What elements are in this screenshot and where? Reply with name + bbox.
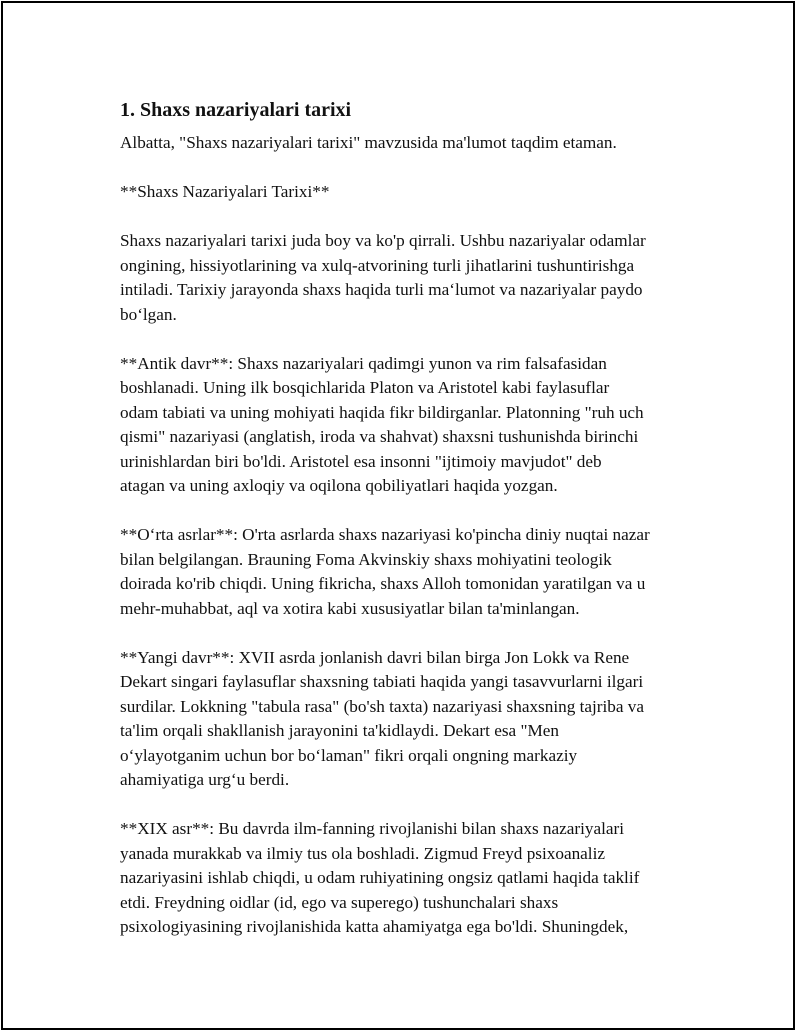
text-line: Albatta, "Shaxs nazariyalari tarixi" mavzusida ma'lumot taqdim etaman. [120, 133, 617, 152]
text-line: atagan va uning axloqiy va oqilona qobiliyatlari haqida yozgan. [120, 476, 558, 495]
text-line: o‘ylayotganim uchun bor bo‘laman" fikri orqali ongning markaziy [120, 745, 578, 765]
section-heading: 1. Shaxs nazariyalari tarixi [120, 99, 352, 121]
text-line: mehr-muhabbat, aql va xotira kabi xususiyatlar bilan ta'minlangan. [120, 598, 580, 618]
paragraph-xix-asr [120, 817, 700, 940]
text-line: **Shaxs Nazariyalari Tarixi** [120, 182, 330, 201]
text-line: bilan belgilangan. Brauning Foma Akvinskiy shaxs mohiyatini teologik [120, 549, 612, 569]
text-line: **XIX asr**: Bu davrda ilm-fanning rivojlanishi bilan shaxs nazariyalari [120, 819, 625, 838]
paragraph-intro [120, 131, 700, 156]
text-line: nazariyasini ishlab chiqdi, u odam ruhiyatining ongsiz qatlami haqida taklif [120, 868, 640, 887]
text-line: ta'lim orqali shakllanish jarayonini ta'kidlaydi. Dekart esa "Men [120, 721, 559, 740]
text-line: bo‘lgan. [120, 304, 177, 324]
paragraph-overview [120, 229, 700, 327]
text-line: **Antik davr**: Shaxs nazariyalari qadimgi yunon va rim falsafasidan [120, 353, 607, 373]
text-line: ahamiyatiga urg‘u berdi. [120, 770, 290, 789]
paragraph-orta-asrlar [120, 523, 700, 621]
page-frame [1, 1, 795, 1030]
text-line: **Yangi davr**: XVII asrda jonlanish davri bilan birga Jon Lokk va Rene [120, 647, 630, 667]
text-line: etdi. Freydning oidlar (id, ego va superego) tushunchalari shaxs [120, 892, 559, 912]
text-line: ongining, hissiyotlarining va xulq-atvorining turli jihatlarini tushuntirishga [120, 255, 635, 275]
text-line: yanada murakkab va ilmiy tus ola boshladi. Zigmud Freyd psixoanaliz [120, 843, 605, 863]
text-line: urinishlardan biri bo'ldi. Aristotel esa insonni "ijtimoiy mavjudot" deb [120, 451, 602, 471]
text-line: Shaxs nazariyalari tarixi juda boy va ko'p qirrali. Ushbu nazariyalar odamlar [120, 231, 646, 250]
text-line: **O‘rta asrlar**: O'rta asrlarda shaxs nazariyasi ko'pincha diniy nuqtai nazar [120, 525, 650, 544]
text-line: Dekart singari faylasuflar shaxsning tabiati haqida yangi tasavvurlarni ilgari [120, 672, 644, 691]
paragraph-yangi-davr [120, 646, 700, 793]
text-line: boshlanadi. Uning ilk bosqichlarida Platon va Aristotel kabi faylasuflar [120, 378, 610, 397]
paragraph-subtitle [120, 180, 700, 205]
text-line: intiladi. Tarixiy jarayonda shaxs haqida turli ma‘lumot va nazariyalar paydo [120, 280, 643, 299]
text-line: psixologiyasining rivojlanishida katta ahamiyatga ega bo'ldi. Shuningdek, [120, 917, 629, 936]
paragraph-antik-davr [120, 352, 700, 499]
text-line: doirada ko'rib chiqdi. Uning fikricha, shaxs Alloh tomonidan yaratilgan va u [120, 574, 646, 593]
text-line: odam tabiati va uning mohiyati haqida fikr bildirganlar. Platonning "ruh uch [120, 402, 644, 422]
text-line: surdilar. Lokkning "tabula rasa" (bo'sh taxta) nazariyasi shaxsning tajriba va [120, 696, 645, 716]
text-line: qismi" nazariyasi (anglatish, iroda va shahvat) shaxsni tushunishda birinchi [120, 427, 639, 446]
document-body [120, 95, 700, 964]
